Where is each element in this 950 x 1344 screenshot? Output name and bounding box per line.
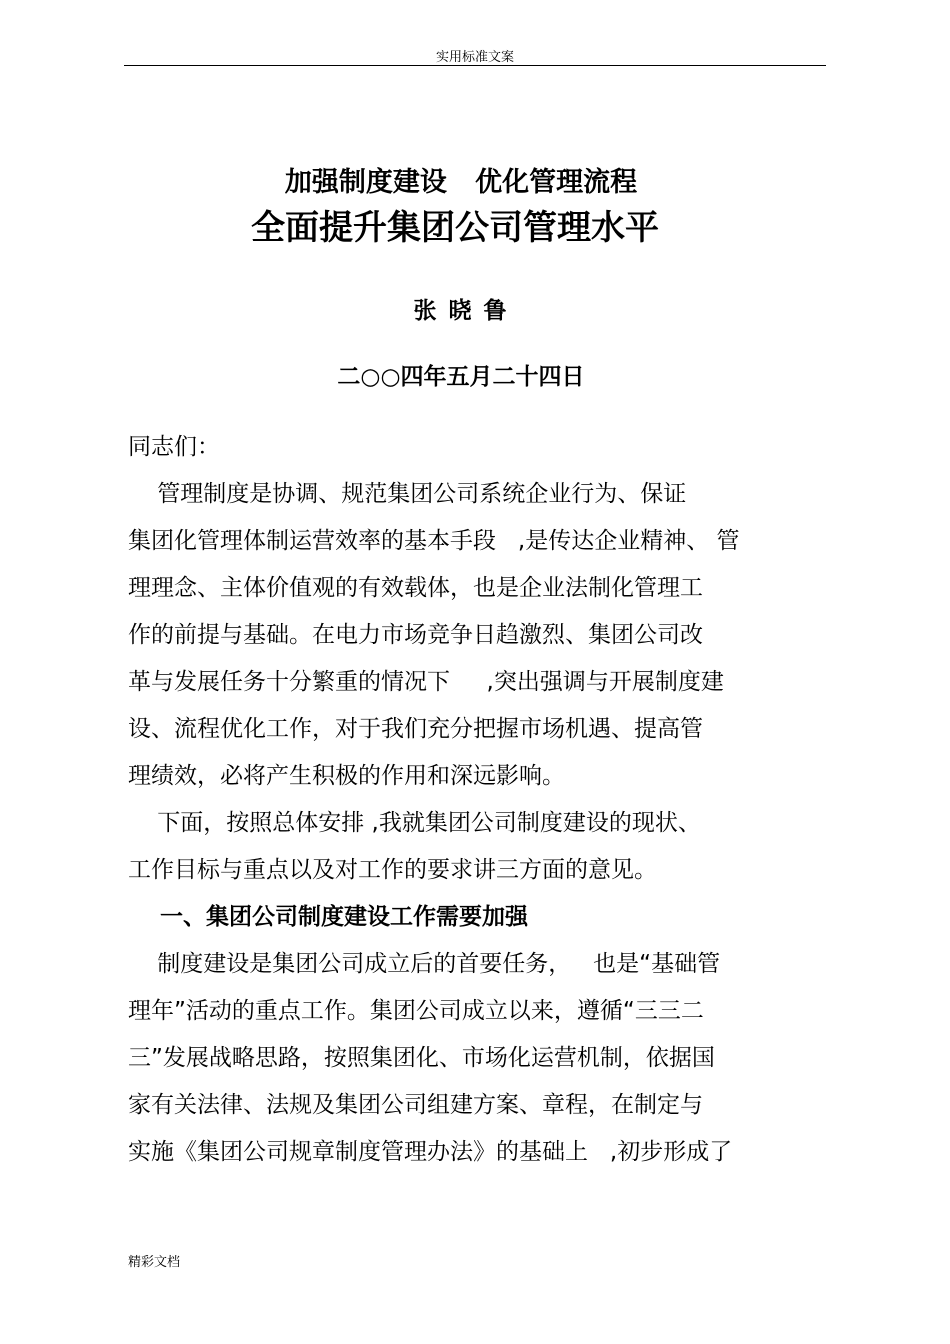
page-footer: 精彩文档: [128, 1255, 181, 1270]
header-rule: [124, 65, 826, 66]
body-text: [128, 471, 818, 1176]
paragraph-line: 集团化管理体制运营效率的基本手段 ,是传达企业精神、 管: [128, 528, 740, 554]
paragraph-line: 革与发展任务十分繁重的情况下 ,突出强调与开展制度建: [128, 669, 724, 695]
paragraph-line: 三”发展战略思路，按照集团化、市场化运营机制，依据国: [128, 1045, 715, 1071]
paragraph-line: 制度建设是集团公司成立后的首要任务， 也是“基础管: [128, 951, 721, 977]
paragraph-line: 理年”活动的重点工作。集团公司成立以来，遵循“三三二: [128, 998, 704, 1024]
paragraph-line: 理理念、主体价值观的有效载体，也是企业法制化管理工: [128, 575, 703, 601]
paragraph-line: 工作目标与重点以及对工作的要求讲三方面的意见。: [128, 857, 657, 883]
author-name: 张晓鲁: [413, 298, 519, 324]
section-heading: 一、集团公司制度建设工作需要加强: [128, 904, 529, 930]
paragraph-line: 作的前提与基础。在电力市场竞争日趋激烈、集团公司改: [128, 622, 703, 648]
paragraph-line: 实施《集团公司规章制度管理办法》的基础上 ,初步形成了: [128, 1139, 733, 1165]
paragraph-line: 管理制度是协调、规范集团公司系统企业行为、保证: [128, 481, 687, 507]
paragraph-line: 设、流程优化工作，对于我们充分把握市场机遇、提高管: [128, 716, 703, 742]
document-title-line2: 全面提升集团公司管理水平: [251, 208, 659, 248]
paragraph-line: 理绩效，必将产生积极的作用和深远影响。: [128, 763, 565, 789]
document-date: 二○○四年五月二十四日: [337, 364, 585, 390]
document-title-line1: 加强制度建设 优化管理流程: [284, 167, 638, 198]
paragraph-line: 家有关法律、法规及集团公司组建方案、章程，在制定与: [128, 1092, 703, 1118]
page-header: 实用标准文案: [435, 50, 514, 65]
paragraph-line: 下面，按照总体安排 ,我就集团公司制度建设的现状、: [128, 810, 701, 836]
salutation: 同志们：: [128, 434, 220, 460]
